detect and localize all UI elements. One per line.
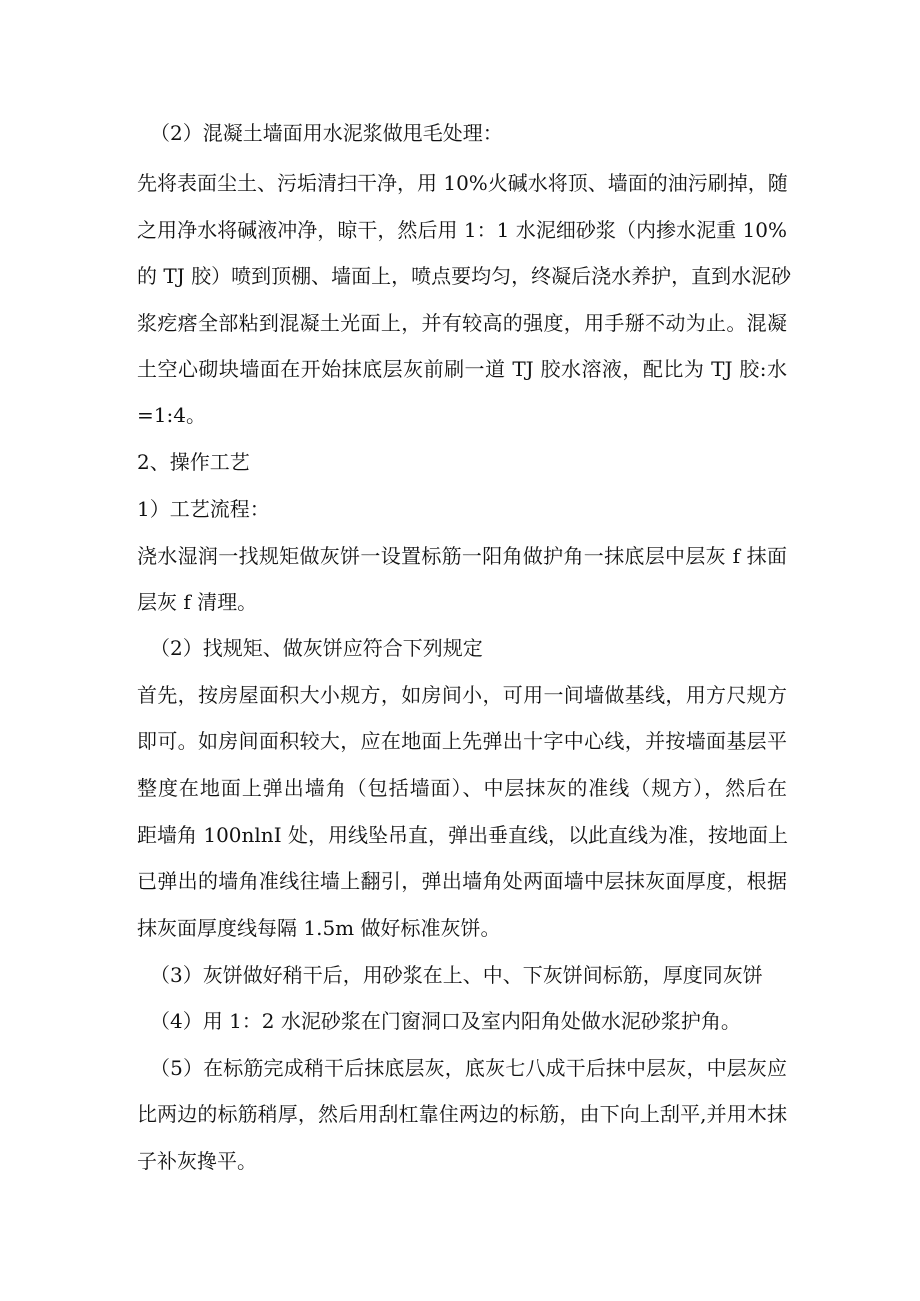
paragraph-line: 整度在地面上弹出墙角（包括墙面）、中层抹灰的准线（规方），然后在: [137, 776, 787, 800]
subheading-1-line: 1）工艺流程：: [137, 497, 270, 521]
paragraph-line: 层灰 f 清理。: [137, 590, 258, 614]
paragraph-line: 浇水湿润一找规矩做灰饼一设置标筋一阳角做护角一抹底层中层灰 f 抹面: [137, 544, 787, 568]
paragraph-line: 土空心砌块墙面在开始抹底层灰前刷一道 TJ 胶水溶液，配比为 TJ 胶:水: [137, 357, 787, 381]
paragraph-line: 首先，按房屋面积大小规方，如房间小，可用一间墙做基线，用方尺规方: [137, 683, 787, 707]
paragraph-line: 比两边的标筋稍厚，然后用刮杠靠住两边的标筋，由下向上刮平,并用木抹: [137, 1102, 787, 1126]
paragraph-line: 先将表面尘土、污垢清扫干净，用 10%火碱水将顶、墙面的油污刷掉，随: [137, 171, 788, 195]
subheading-2-line: （2）混凝土墙面用水泥浆做甩毛处理：: [150, 121, 503, 145]
subheading-3-line: （3）灰饼做好稍干后，用砂浆在上、中、下灰饼间标筋，厚度同灰饼: [150, 963, 763, 987]
paragraph-line: 的 TJ 胶）喷到顶棚、墙面上，喷点要均匀，终凝后浇水养护，直到水泥砂: [137, 264, 792, 288]
paragraph-line: 抹灰面厚度线每隔 1.5m 做好标准灰饼。: [137, 916, 501, 940]
paragraph-line: 已弹出的墙角准线往墙上翻引，弹出墙角处两面墙中层抹灰面厚度，根据: [137, 869, 787, 893]
subheading-4-line: （4）用 1：2 水泥砂浆在门窗洞口及室内阳角处做水泥砂浆护角。: [150, 1009, 741, 1033]
paragraph-line: 浆疙瘩全部粘到混凝土光面上，并有较高的强度，用手掰不动为止。混凝: [137, 311, 787, 335]
paragraph-line: =1:4。: [137, 403, 206, 427]
paragraph-line: 即可。如房间面积较大，应在地面上先弹出十字中心线，并按墙面基层平: [137, 729, 787, 753]
subheading-5-line: （5）在标筋完成稍干后抹底层灰，底灰七八成干后抹中层灰，中层灰应: [150, 1056, 787, 1080]
paragraph-line: 距墙角 100nlnI 处，用线坠吊直，弹出垂直线，以此直线为准，按地面上: [137, 823, 788, 847]
section-heading: 2、操作工艺: [137, 450, 250, 474]
paragraph-line: 之用净水将碱液冲净，晾干，然后用 1：1 水泥细砂浆（内掺水泥重 10%: [137, 218, 787, 242]
subheading-2-line: （2）找规矩、做灰饼应符合下列规定: [150, 636, 483, 660]
paragraph-line: 子补灰搀平。: [137, 1149, 257, 1173]
